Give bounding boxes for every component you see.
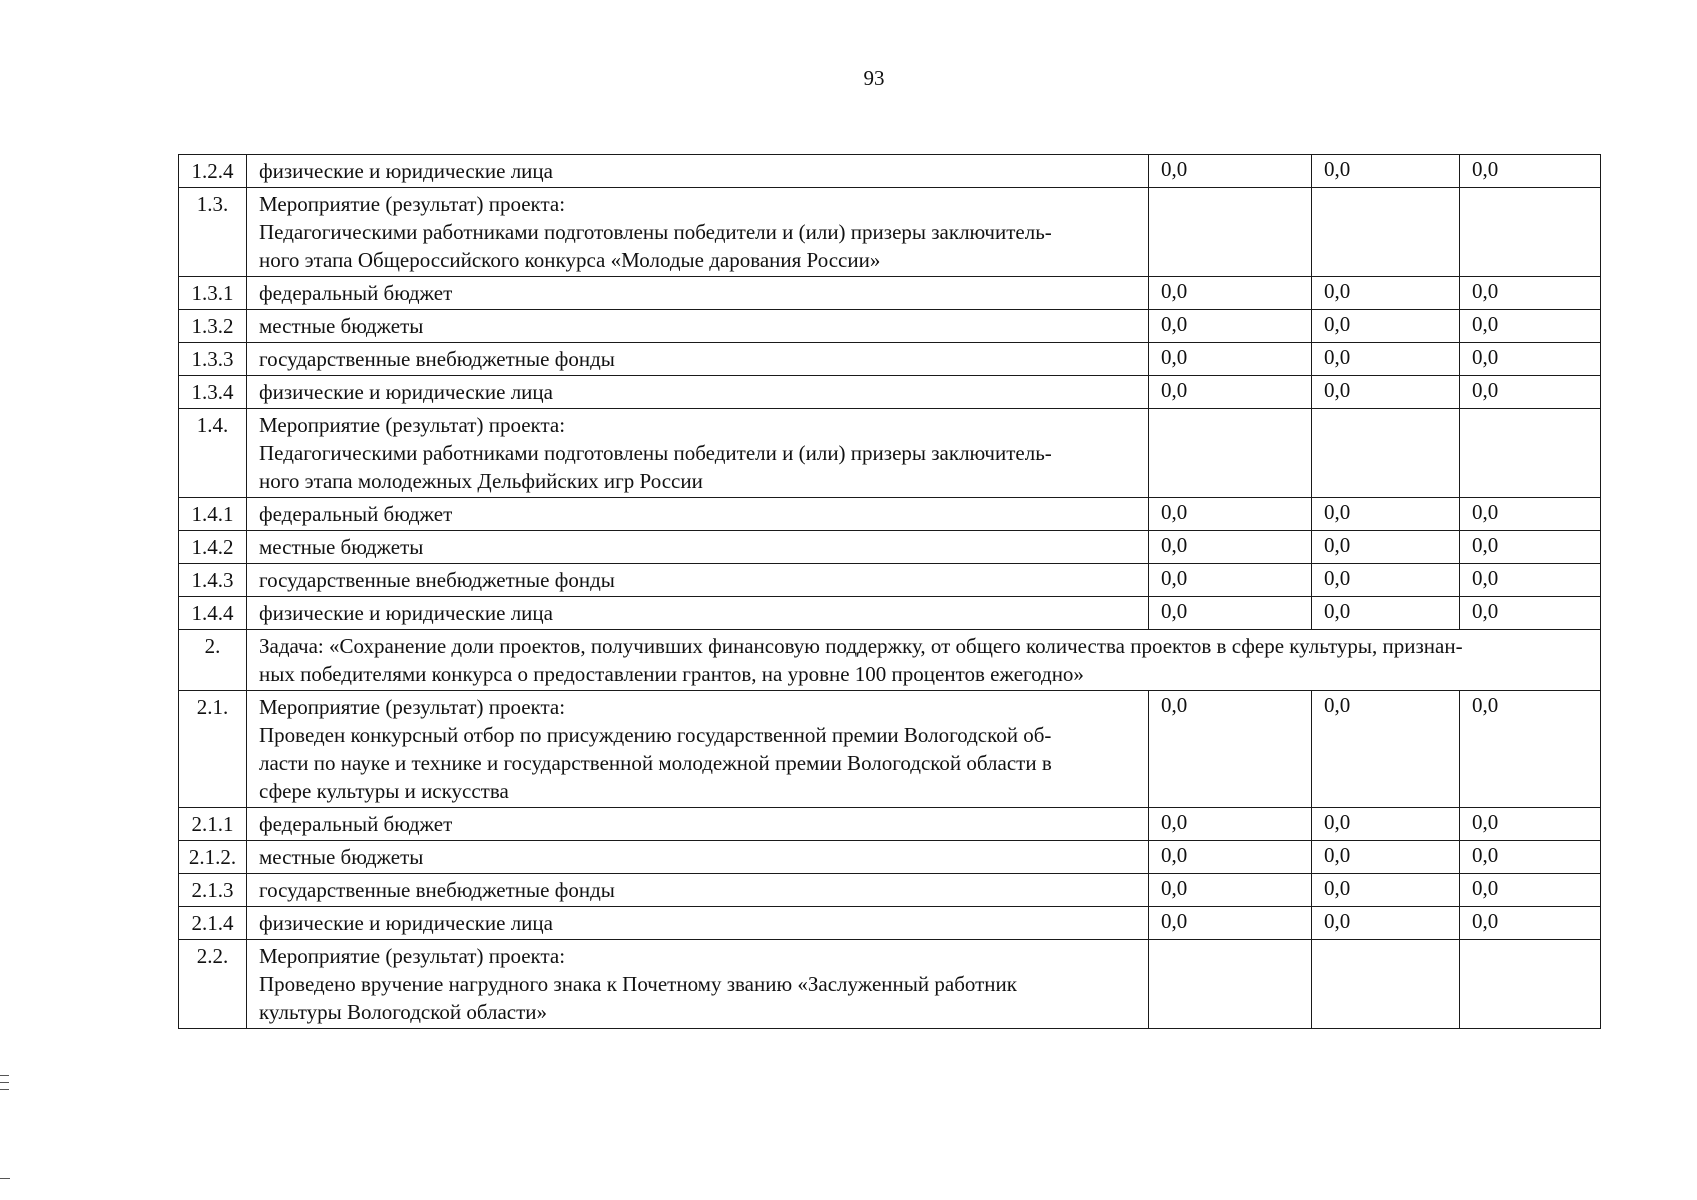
row-description — [247, 940, 1149, 1029]
row-number: 1.4.2 — [179, 531, 247, 564]
table-row — [179, 531, 1601, 564]
description-line: Задача: «Сохранение доли проектов, получивших финансовую поддержку, от общего количества проектов в сфере культуры, признан- — [259, 634, 1463, 658]
value-cell-2: 0,0 — [1312, 874, 1460, 907]
row-description — [247, 531, 1149, 564]
value-cell-3: 0,0 — [1460, 531, 1601, 564]
value-cell-1: 0,0 — [1149, 841, 1312, 874]
value-cell-1: 0,0 — [1149, 155, 1312, 188]
description-line: местные бюджеты — [259, 314, 424, 338]
value-cell-3: 0,0 — [1460, 343, 1601, 376]
description-line: федеральный бюджет — [259, 502, 453, 526]
value-cell-3: 0,0 — [1460, 498, 1601, 531]
value-cell-1: 0,0 — [1149, 597, 1312, 630]
value-cell-1 — [1149, 940, 1312, 1029]
row-number: 1.3.4 — [179, 376, 247, 409]
value-cell-3: 0,0 — [1460, 691, 1601, 808]
table-row — [179, 564, 1601, 597]
description-line: Проведен конкурсный отбор по присуждению государственной премии Вологодской об- — [259, 723, 1052, 747]
value-cell-2: 0,0 — [1312, 343, 1460, 376]
description-line: ного этапа молодежных Дельфийских игр России — [259, 469, 703, 493]
table-row — [179, 907, 1601, 940]
value-cell-2: 0,0 — [1312, 155, 1460, 188]
description-line: федеральный бюджет — [259, 812, 453, 836]
value-cell-2 — [1312, 940, 1460, 1029]
description-line: физические и юридические лица — [259, 601, 553, 625]
description-line: физические и юридические лица — [259, 380, 553, 404]
row-number: 2.2. — [179, 940, 247, 1029]
value-cell-2: 0,0 — [1312, 310, 1460, 343]
row-description — [247, 155, 1149, 188]
row-number: 2.1. — [179, 691, 247, 808]
value-cell-3: 0,0 — [1460, 155, 1601, 188]
row-number: 1.4.1 — [179, 498, 247, 531]
table-row — [179, 310, 1601, 343]
value-cell-2 — [1312, 188, 1460, 277]
table-row — [179, 376, 1601, 409]
description-line: государственные внебюджетные фонды — [259, 878, 615, 902]
table-row — [179, 597, 1601, 630]
description-line: государственные внебюджетные фонды — [259, 568, 615, 592]
description-line: ного этапа Общероссийского конкурса «Молодые дарования России» — [259, 248, 881, 272]
table-row — [179, 808, 1601, 841]
value-cell-1: 0,0 — [1149, 564, 1312, 597]
description-line: физические и юридические лица — [259, 159, 553, 183]
row-description — [247, 188, 1149, 277]
description-line: Мероприятие (результат) проекта: — [259, 944, 566, 968]
value-cell-3: 0,0 — [1460, 277, 1601, 310]
value-cell-2: 0,0 — [1312, 597, 1460, 630]
row-number: 2.1.3 — [179, 874, 247, 907]
row-description — [247, 630, 1601, 691]
value-cell-1: 0,0 — [1149, 376, 1312, 409]
margin-marks — [0, 1075, 10, 1096]
table-row — [179, 498, 1601, 531]
value-cell-1: 0,0 — [1149, 907, 1312, 940]
value-cell-3: 0,0 — [1460, 597, 1601, 630]
value-cell-2: 0,0 — [1312, 808, 1460, 841]
row-number: 1.3.1 — [179, 277, 247, 310]
value-cell-1: 0,0 — [1149, 277, 1312, 310]
row-description — [247, 564, 1149, 597]
row-number: 2. — [179, 630, 247, 691]
value-cell-3: 0,0 — [1460, 376, 1601, 409]
description-line: местные бюджеты — [259, 845, 424, 869]
row-description — [247, 874, 1149, 907]
value-cell-3: 0,0 — [1460, 310, 1601, 343]
value-cell-3 — [1460, 409, 1601, 498]
row-description — [247, 277, 1149, 310]
description-line: физические и юридические лица — [259, 911, 553, 935]
description-line: государственные внебюджетные фонды — [259, 347, 615, 371]
table-row — [179, 277, 1601, 310]
table-row — [179, 155, 1601, 188]
value-cell-2: 0,0 — [1312, 841, 1460, 874]
value-cell-2 — [1312, 409, 1460, 498]
table-body — [179, 155, 1601, 1029]
description-line: федеральный бюджет — [259, 281, 453, 305]
row-number: 2.1.4 — [179, 907, 247, 940]
row-number: 2.1.2. — [179, 841, 247, 874]
description-line: культуры Вологодской области» — [259, 1000, 548, 1024]
table-row — [179, 188, 1601, 277]
description-line: Проведено вручение нагрудного знака к Почетному званию «Заслуженный работник — [259, 972, 1017, 996]
value-cell-1: 0,0 — [1149, 310, 1312, 343]
page-number: 93 — [863, 66, 885, 90]
row-number: 1.4.3 — [179, 564, 247, 597]
table-row — [179, 630, 1601, 691]
value-cell-3 — [1460, 188, 1601, 277]
value-cell-3: 0,0 — [1460, 808, 1601, 841]
description-line: сфере культуры и искусства — [259, 779, 509, 803]
description-line: Мероприятие (результат) проекта: — [259, 413, 566, 437]
row-number: 1.3.3 — [179, 343, 247, 376]
value-cell-2: 0,0 — [1312, 531, 1460, 564]
table-row — [179, 409, 1601, 498]
table-row — [179, 940, 1601, 1029]
value-cell-2: 0,0 — [1312, 907, 1460, 940]
description-line: местные бюджеты — [259, 535, 424, 559]
description-line: Педагогическими работниками подготовлены победители и (или) призеры заключитель- — [259, 441, 1052, 465]
row-number: 1.4. — [179, 409, 247, 498]
value-cell-2: 0,0 — [1312, 564, 1460, 597]
row-description — [247, 907, 1149, 940]
value-cell-3: 0,0 — [1460, 841, 1601, 874]
value-cell-3: 0,0 — [1460, 874, 1601, 907]
value-cell-1: 0,0 — [1149, 343, 1312, 376]
value-cell-1: 0,0 — [1149, 808, 1312, 841]
margin-dash — [0, 1178, 10, 1179]
row-description — [247, 310, 1149, 343]
row-description — [247, 376, 1149, 409]
row-description — [247, 343, 1149, 376]
value-cell-2: 0,0 — [1312, 691, 1460, 808]
table-row — [179, 841, 1601, 874]
description-line: Мероприятие (результат) проекта: — [259, 192, 566, 216]
row-description — [247, 691, 1149, 808]
description-line: ласти по науке и технике и государственной молодежной премии Вологодской области в — [259, 751, 1052, 775]
row-description — [247, 498, 1149, 531]
value-cell-2: 0,0 — [1312, 277, 1460, 310]
description-line: Мероприятие (результат) проекта: — [259, 695, 566, 719]
row-number: 1.4.4 — [179, 597, 247, 630]
row-description — [247, 597, 1149, 630]
table-row — [179, 343, 1601, 376]
row-description — [247, 841, 1149, 874]
description-line: Педагогическими работниками подготовлены победители и (или) призеры заключитель- — [259, 220, 1052, 244]
row-number: 1.2.4 — [179, 155, 247, 188]
row-number: 1.3.2 — [179, 310, 247, 343]
value-cell-3 — [1460, 940, 1601, 1029]
row-description — [247, 409, 1149, 498]
table-row — [179, 691, 1601, 808]
value-cell-1 — [1149, 188, 1312, 277]
value-cell-2: 0,0 — [1312, 498, 1460, 531]
row-description — [247, 808, 1149, 841]
value-cell-2: 0,0 — [1312, 376, 1460, 409]
value-cell-1: 0,0 — [1149, 498, 1312, 531]
value-cell-3: 0,0 — [1460, 907, 1601, 940]
table-row — [179, 874, 1601, 907]
row-number: 1.3. — [179, 188, 247, 277]
value-cell-1: 0,0 — [1149, 531, 1312, 564]
value-cell-1 — [1149, 409, 1312, 498]
description-line: ных победителями конкурса о предоставлении грантов, на уровне 100 процентов ежегодно» — [259, 662, 1084, 686]
value-cell-1: 0,0 — [1149, 874, 1312, 907]
funding-table — [178, 154, 1601, 1029]
value-cell-1: 0,0 — [1149, 691, 1312, 808]
row-number: 2.1.1 — [179, 808, 247, 841]
value-cell-3: 0,0 — [1460, 564, 1601, 597]
